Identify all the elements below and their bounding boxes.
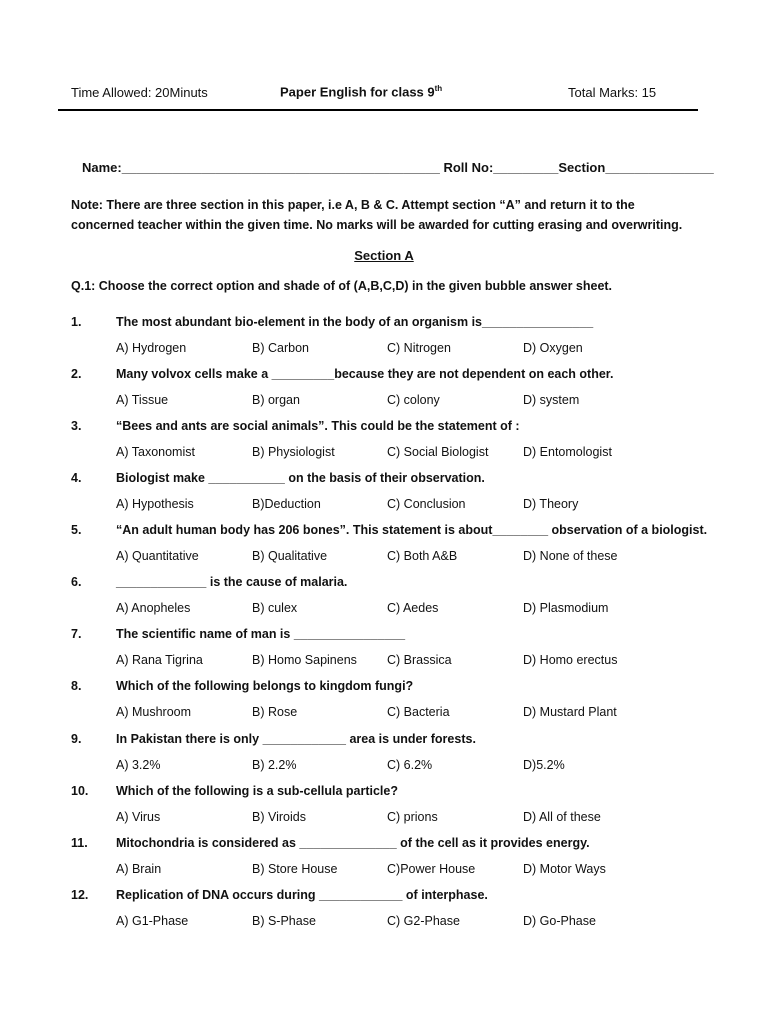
question-number: 2. (71, 367, 82, 381)
question-text: In Pakistan there is only ____________ area is under forests. (116, 732, 476, 746)
total-marks: Total Marks: 15 (568, 85, 657, 100)
question-number: 4. (71, 471, 82, 485)
question-number: 7. (71, 627, 82, 641)
option-b: B) culex (252, 601, 298, 615)
option-b: B)Deduction (252, 497, 321, 511)
time-allowed: Time Allowed: 20Minuts (71, 85, 208, 100)
option-a: A) Quantitative (116, 549, 199, 563)
option-d: D) Entomologist (523, 445, 612, 459)
question-number: 11. (71, 836, 88, 850)
question-text: The scientific name of man is ________________ (116, 627, 406, 641)
option-c: C) 6.2% (387, 758, 433, 772)
question-text: Replication of DNA occurs during ____________ of interphase. (116, 888, 488, 902)
question-item (71, 471, 711, 523)
option-a: A) Tissue (116, 393, 169, 407)
question-number: 1. (71, 315, 82, 329)
option-d: D) Go-Phase (523, 914, 596, 928)
option-c: C) Aedes (387, 601, 439, 615)
question-number: 5. (71, 523, 82, 537)
option-c: C) Bacteria (387, 705, 450, 719)
option-a: A) Rana Tigrina (116, 653, 203, 667)
header-divider (58, 109, 698, 111)
question-item (71, 627, 711, 679)
question-item (71, 575, 711, 627)
question-text: Which of the following is a sub-cellula particle? (116, 784, 398, 798)
option-c: C) Nitrogen (387, 341, 451, 355)
option-a: A) Hypothesis (116, 497, 194, 511)
question-item (71, 732, 711, 784)
option-c: C) Conclusion (387, 497, 466, 511)
question-text: Biologist make ___________ on the basis of their observation. (116, 471, 485, 485)
question-text: _____________ is the cause of malaria. (116, 575, 348, 589)
section-title: Section A (354, 248, 414, 263)
option-a: A) 3.2% (116, 758, 161, 772)
option-b: B) Qualitative (252, 549, 328, 563)
option-c: C) Social Biologist (387, 445, 489, 459)
option-c: C) prions (387, 810, 438, 824)
option-b: B) Rose (252, 705, 298, 719)
student-info-line: Name:____________________________________________ Roll No:_________Section_______________ (82, 160, 714, 175)
question-text: The most abundant bio-element in the body of an organism is________________ (116, 315, 594, 329)
question-item (71, 367, 711, 419)
option-a: A) Taxonomist (116, 445, 195, 459)
option-d: D) Homo erectus (523, 653, 618, 667)
question-text: “An adult human body has 206 bones”. This statement is about________ observation of a biologist. (116, 523, 708, 537)
option-b: B) S-Phase (252, 914, 316, 928)
paper-title (280, 84, 442, 99)
option-d: D) Motor Ways (523, 862, 606, 876)
option-a: A) Anopheles (116, 601, 191, 615)
option-d: D)5.2% (523, 758, 565, 772)
question-number: 10. (71, 784, 89, 798)
question-number: 6. (71, 575, 82, 589)
option-b: B) Homo Sapinens (252, 653, 357, 667)
question-number: 12. (71, 888, 89, 902)
question-number: 8. (71, 679, 82, 693)
question-number: 9. (71, 732, 82, 746)
question-item (71, 784, 711, 836)
option-a: A) Brain (116, 862, 162, 876)
question-text: “Bees and ants are social animals”. This could be the statement of : (116, 419, 520, 433)
question-number: 3. (71, 419, 82, 433)
option-a: A) Mushroom (116, 705, 192, 719)
option-b: B) Physiologist (252, 445, 335, 459)
option-c: C) colony (387, 393, 440, 407)
option-b: B) Store House (252, 862, 338, 876)
option-d: D) system (523, 393, 580, 407)
option-d: D) Theory (523, 497, 579, 511)
option-a: A) Virus (116, 810, 161, 824)
option-b: B) 2.2% (252, 758, 297, 772)
option-c: C) G2-Phase (387, 914, 460, 928)
question-item (71, 836, 711, 888)
option-d: D) None of these (523, 549, 618, 563)
option-d: D) Mustard Plant (523, 705, 617, 719)
option-c: C)Power House (387, 862, 476, 876)
paper-title-text: Paper English for class 9 (280, 84, 435, 100)
option-b: B) Carbon (252, 341, 309, 355)
option-d: D) Oxygen (523, 341, 583, 355)
paper-header (71, 85, 671, 105)
exam-note: Note: There are three section in this paper, i.e A, B & C. Attempt section “A” and return it to the concerned teacher within the given time. No marks will be awarded for cutting erasing and overwriting. (71, 198, 683, 232)
question-instruction: Q.1: Choose the correct option and shade of of (A,B,C,D) in the given bubble answer sheet. (71, 279, 613, 293)
option-a: A) Hydrogen (116, 341, 187, 355)
question-item (71, 523, 711, 575)
option-b: B) Viroids (252, 810, 306, 824)
paper-title-superscript: th (434, 84, 443, 93)
question-item (71, 419, 711, 471)
option-d: D) Plasmodium (523, 601, 609, 615)
option-b: B) organ (252, 393, 300, 407)
option-c: C) Brassica (387, 653, 452, 667)
question-text: Mitochondria is considered as ______________ of the cell as it provides energy. (116, 836, 590, 850)
question-item (71, 679, 711, 731)
question-item (71, 888, 711, 940)
question-item (71, 315, 711, 367)
question-text: Which of the following belongs to kingdom fungi? (116, 679, 414, 693)
option-d: D) All of these (523, 810, 601, 824)
option-c: C) Both A&B (387, 549, 458, 563)
option-a: A) G1-Phase (116, 914, 189, 928)
question-text: Many volvox cells make a _________because they are not dependent on each other. (116, 367, 614, 381)
